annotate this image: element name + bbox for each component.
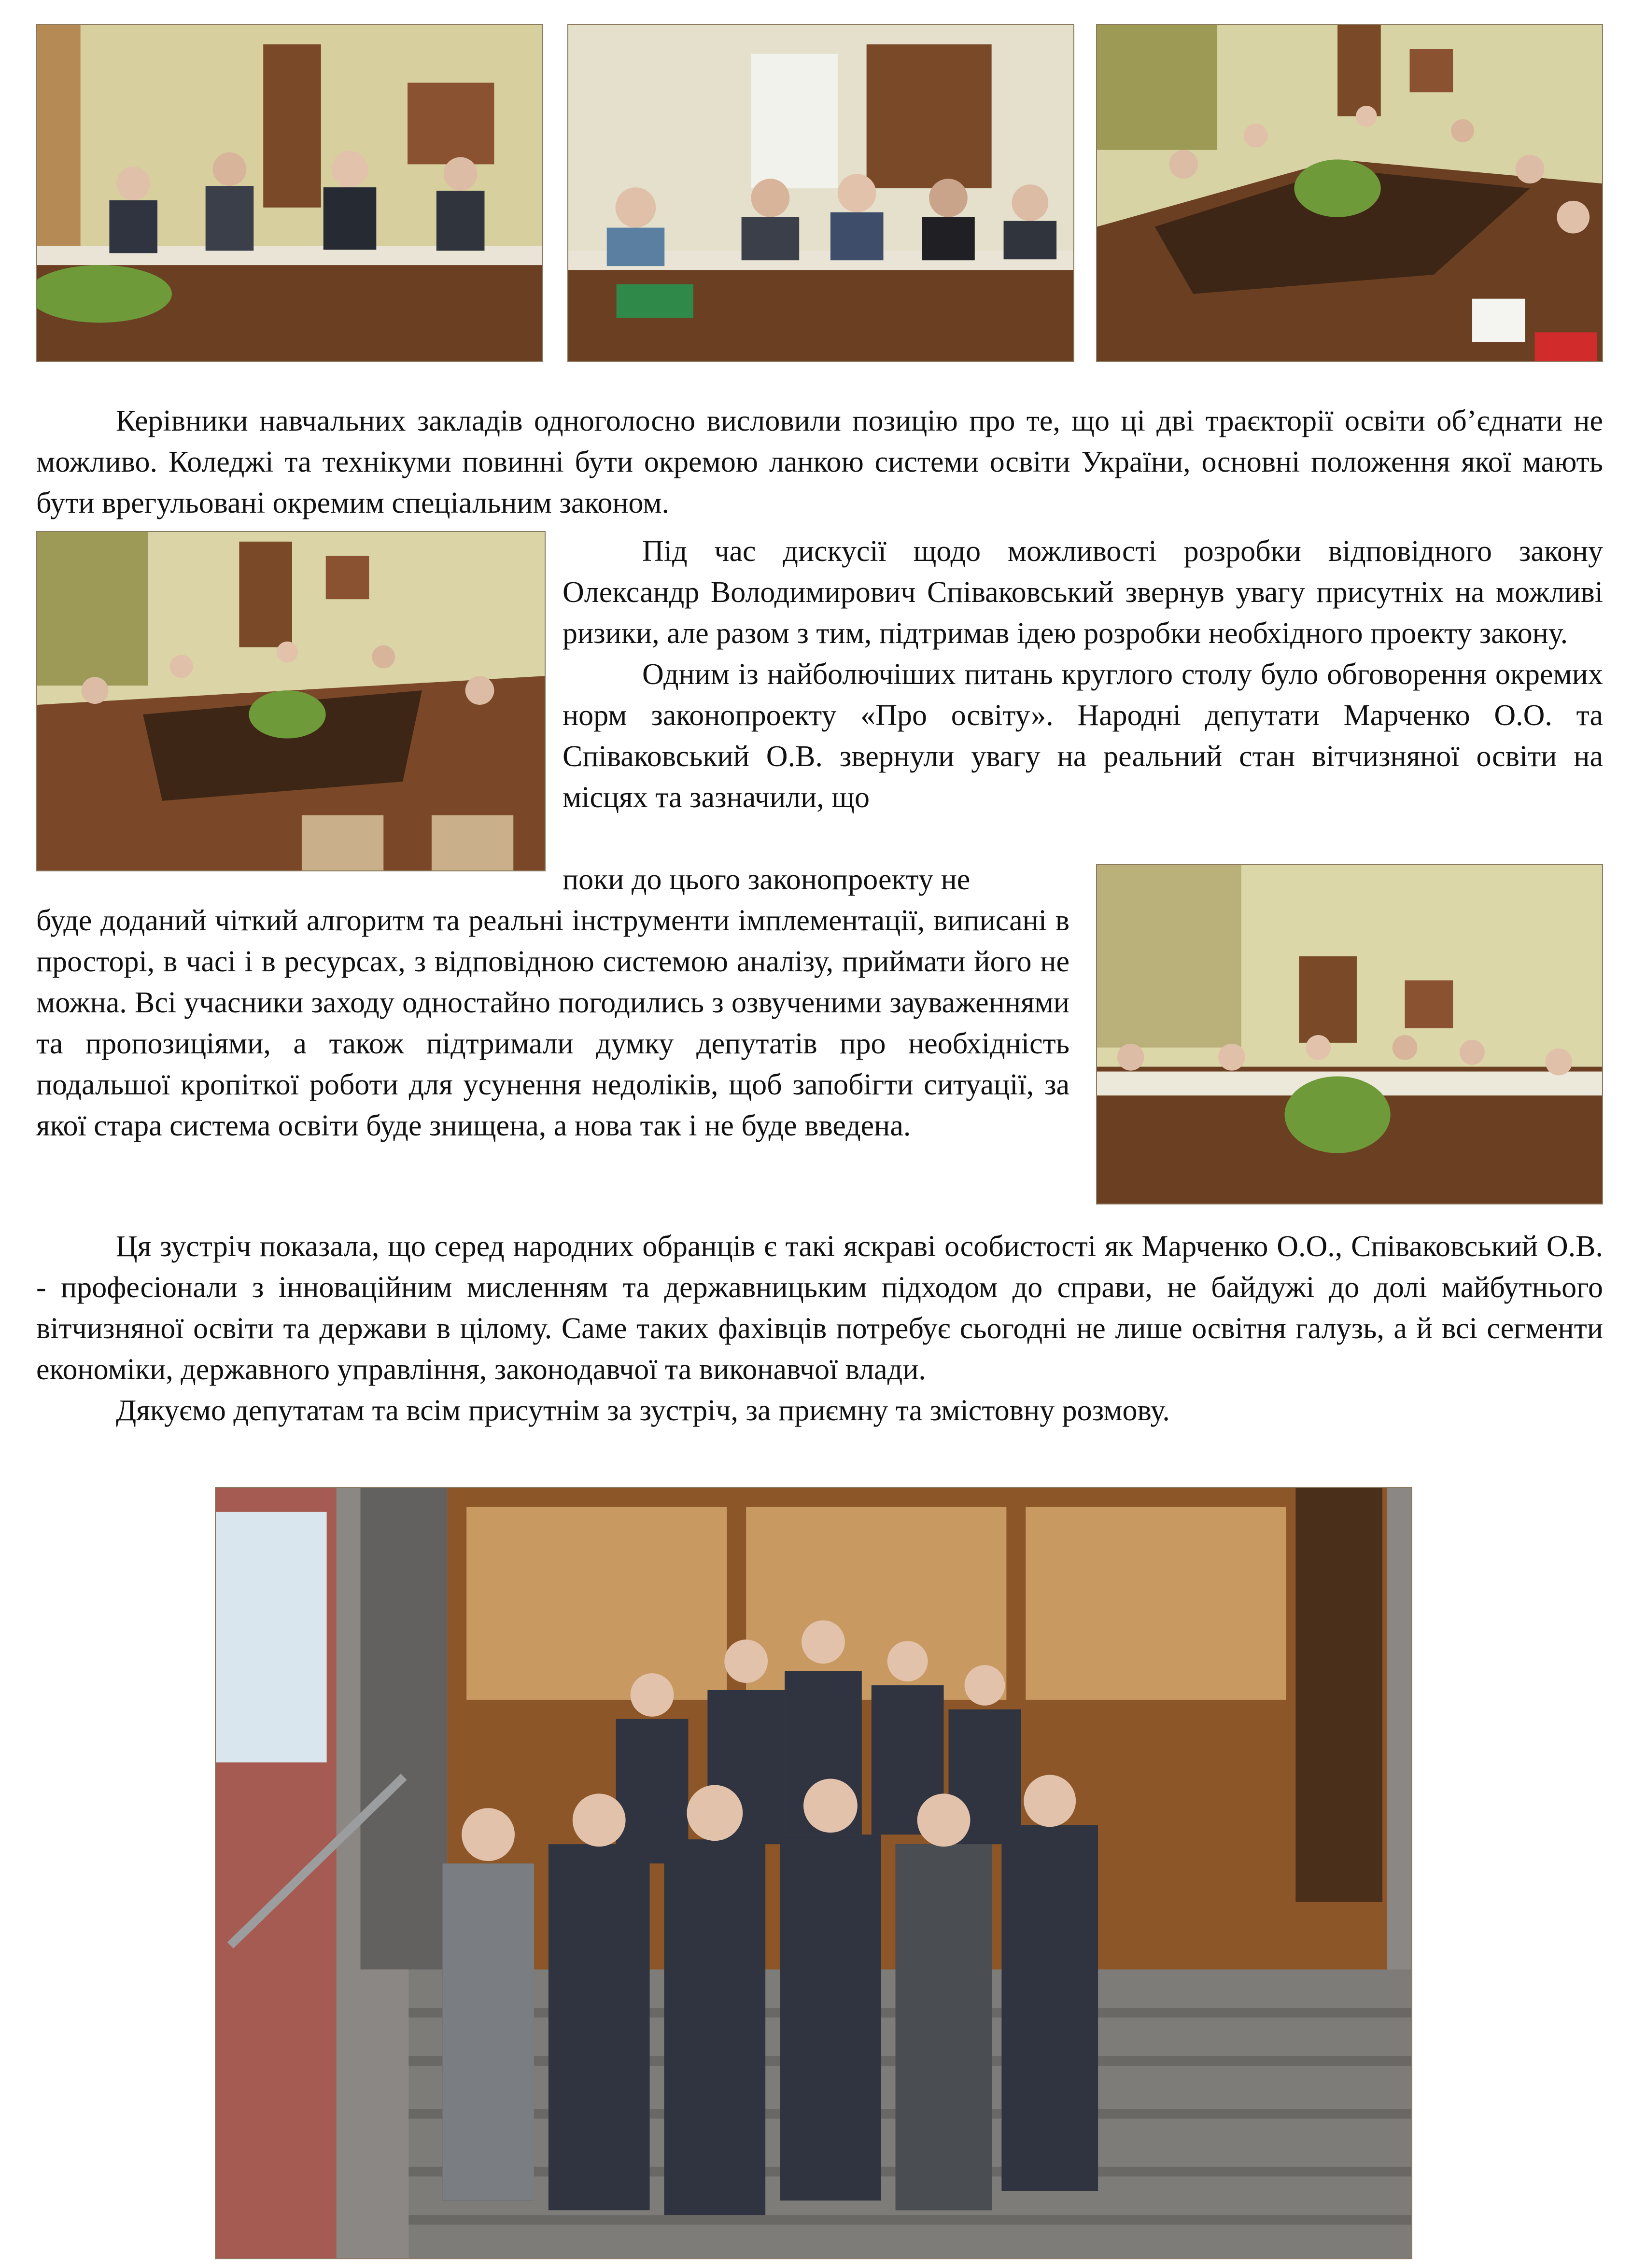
- paragraph-3-part-1: Одним із найболючіших питань круглого столу було обговорення окремих норм законопроекту «Про освіту». Народні депутати Марченко О.О. та Співаковський О.В. звернули увагу на реальний стан вітчизняної освіти на місцях та зазначили, що: [563, 658, 1603, 814]
- paragraph-1: Керівники навчальних закладів одноголосно висловили позицію про те, що ці дві траєкторії освіти об’єднати не можливо. Коледжі та технікуми повинні бути окремою ланкою системи освіти України, основні положення якої мають бути врегульовані окремим спеціальним законом.: [36, 405, 1603, 519]
- meeting-photo-1: [36, 24, 543, 362]
- paragraph-5: Дякуємо депутатам та всім присутнім за зустріч, за приємну та змістовну розмову.: [116, 1394, 1170, 1427]
- closing-paragraphs: [36, 1226, 1603, 1431]
- meeting-photo-4: [36, 531, 546, 871]
- meeting-photo-2: [567, 24, 1074, 362]
- meeting-photo-5: [1096, 864, 1603, 1204]
- paragraph-3-continuation: поки до цього законопроекту не: [563, 863, 971, 896]
- paragraph-3-remaining: буде доданий чіткий алгоритм та реальні інструменти імплементації, виписані в просторі, в часі і в ресурсах, з відповідною системою аналізу, приймати його не можна. Всі учасники заходу одностайно погодились з озвученими зауваженнями та пропозиціями, а також підтримали думку депутатів про необхідність подальшої кропіткої роботи для усунення недоліків, щоб запобігти ситуації, за якої стара система освіти буде знищена, а нова так і не буде введена.: [36, 904, 1069, 1142]
- meeting-photo-3: [1096, 24, 1603, 362]
- paragraph-2: [563, 531, 1603, 818]
- paragraph-2-text: Під час дискусії щодо можливості розробки відповідного закону Олександр Володимирович Співаковський звернув увагу присутніх на можливі ризики, але разом з тим, підтримав ідею розробки необхідного проекту закону.: [563, 535, 1603, 650]
- group-photo: [215, 1487, 1412, 2259]
- paragraph-4: Ця зустріч показала, що серед народних обранців є такі яскраві особистості як Марченко О.О., Співаковський О.В. - професіонали з інноваційним мисленням та державницьким підходом до справи, не байдужі до долі майбутнього вітчизняної освіти та держави в цілому. Саме таких фахівців потребує сьогодні не лише освітня галузь, а й всі сегменти економіки, державного управління, законодавчої та виконавчої влади.: [36, 1230, 1603, 1386]
